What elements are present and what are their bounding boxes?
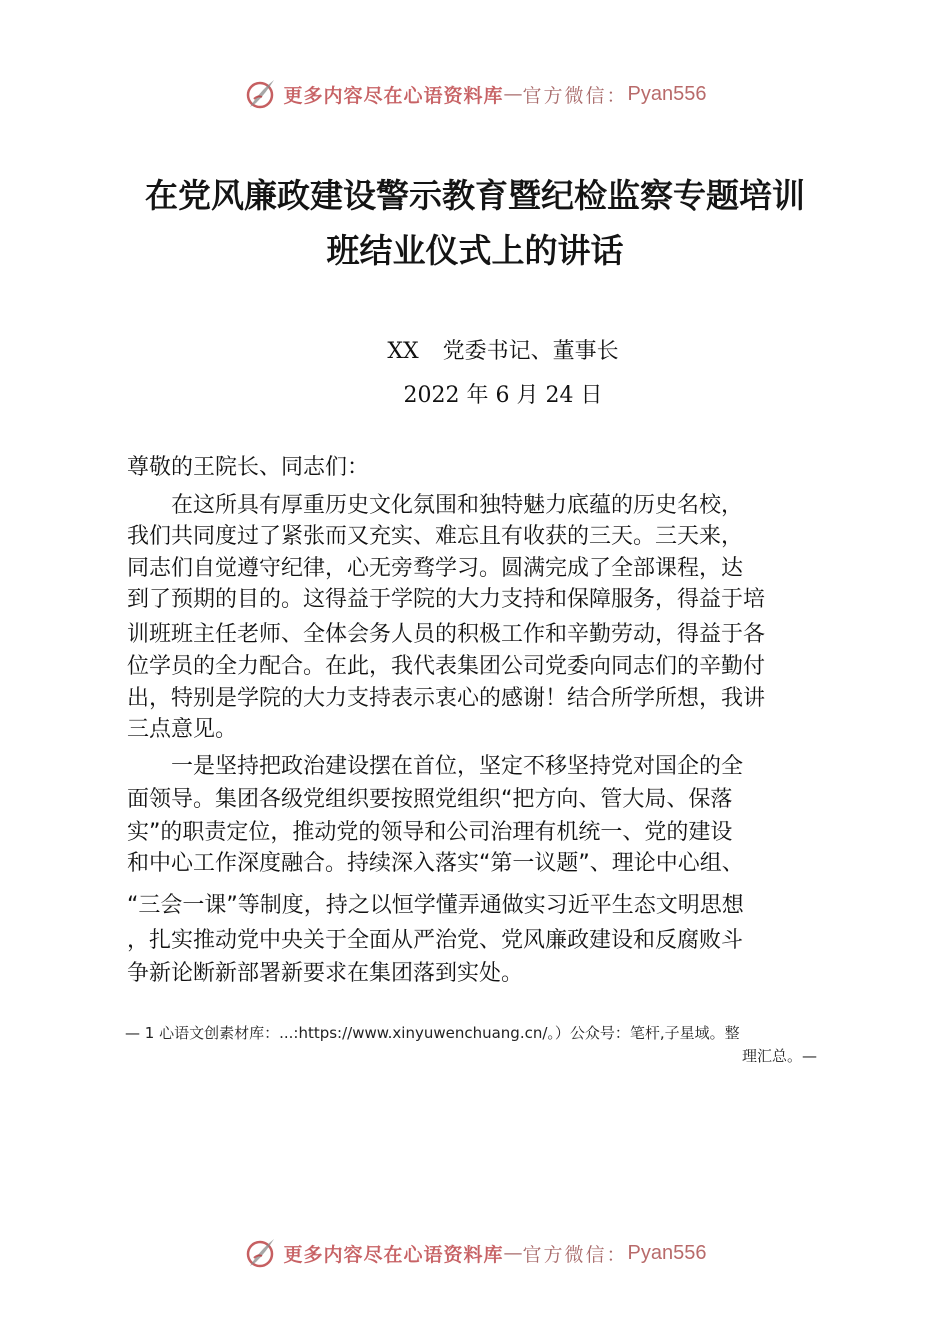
watermark-separator: — <box>503 1242 523 1264</box>
paragraph-1-line: 位学员的全力配合。在此，我代表集团公司党委向同志们的辛勤付 <box>127 654 766 679</box>
watermark-footer <box>0 1233 950 1273</box>
paragraph-2-line: 面领导。集团各级党组织要按照党组织“把方向、管大局、保落 <box>127 787 733 812</box>
paragraph-1-line: 三点意见。 <box>127 717 238 742</box>
quill-seal-icon <box>244 1236 278 1270</box>
document-title-line-2: 班结业仪式上的讲话 <box>326 231 624 270</box>
author-name: XX <box>387 339 419 364</box>
document-title-line-1: 在党风廉政建设警示教育暨纪检监察专题培训 <box>145 176 805 215</box>
salutation: 尊敬的王院长、同志们： <box>127 455 370 480</box>
paragraph-1-line: 出，特别是学院的大力支持表示衷心的感谢！结合所学所想，我讲 <box>127 686 766 711</box>
watermark-wechat-label: 官方微信： <box>522 84 628 107</box>
author-role: 党委书记、董事长 <box>442 339 619 364</box>
paragraph-2-line: 一是坚持把政治建设摆在首位，坚定不移坚持党对国企的全 <box>171 754 744 779</box>
paragraph-2-line: 和中心工作深度融合。持续深入落实“第一议题”、理论中心组、 <box>127 851 744 876</box>
paragraph-1-line: 到了预期的目的。这得益于学院的大力支持和保障服务，得益于培 <box>127 587 766 612</box>
watermark-wechat-id: Pyan556 <box>627 1241 707 1264</box>
paragraph-2-line: 实”的职责定位，推动党的领导和公司治理有机统一、党的建设 <box>127 820 733 845</box>
watermark-brand-text: 更多内容尽在心语资料库 <box>283 84 504 107</box>
footer-line-1: — 1 心语文创素材库：...:https://www.xinyuwenchuang.cn/。）公众号：笔杆,子星域。整 <box>125 1024 740 1042</box>
paragraph-1-line: 在这所具有厚重历史文化氛围和独特魅力底蕴的历史名校， <box>171 493 744 518</box>
quill-seal-icon <box>244 77 278 111</box>
paragraph-2-line: “三会一课”等制度，持之以恒学懂弄通做实习近平生态文明思想 <box>127 893 744 918</box>
paragraph-1-line: 我们共同度过了紧张而又充实、难忘且有收获的三天。三天来， <box>127 524 744 549</box>
paragraph-1-line: 训班班主任老师、全体会务人员的积极工作和辛勤劳动，得益于各 <box>127 622 766 647</box>
watermark-separator: — <box>503 83 523 105</box>
paragraph-1-line: 同志们自觉遵守纪律，心无旁骛学习。圆满完成了全部课程，达 <box>127 556 744 581</box>
paragraph-2-line: ，扎实推动党中央关于全面从严治党、党风廉政建设和反腐败斗 <box>127 928 744 953</box>
watermark-brand-text: 更多内容尽在心语资料库 <box>283 1243 504 1266</box>
watermark-wechat-label: 官方微信： <box>522 1243 628 1266</box>
watermark-wechat-id: Pyan556 <box>627 82 707 105</box>
speech-date: 2022 年 6 月 24 日 <box>403 383 603 408</box>
author-line <box>0 334 950 365</box>
paragraph-2-line: 争新论断新部署新要求在集团落到实处。 <box>127 961 524 986</box>
watermark-header <box>0 74 950 114</box>
footer-line-2: 理汇总。— <box>742 1047 818 1065</box>
